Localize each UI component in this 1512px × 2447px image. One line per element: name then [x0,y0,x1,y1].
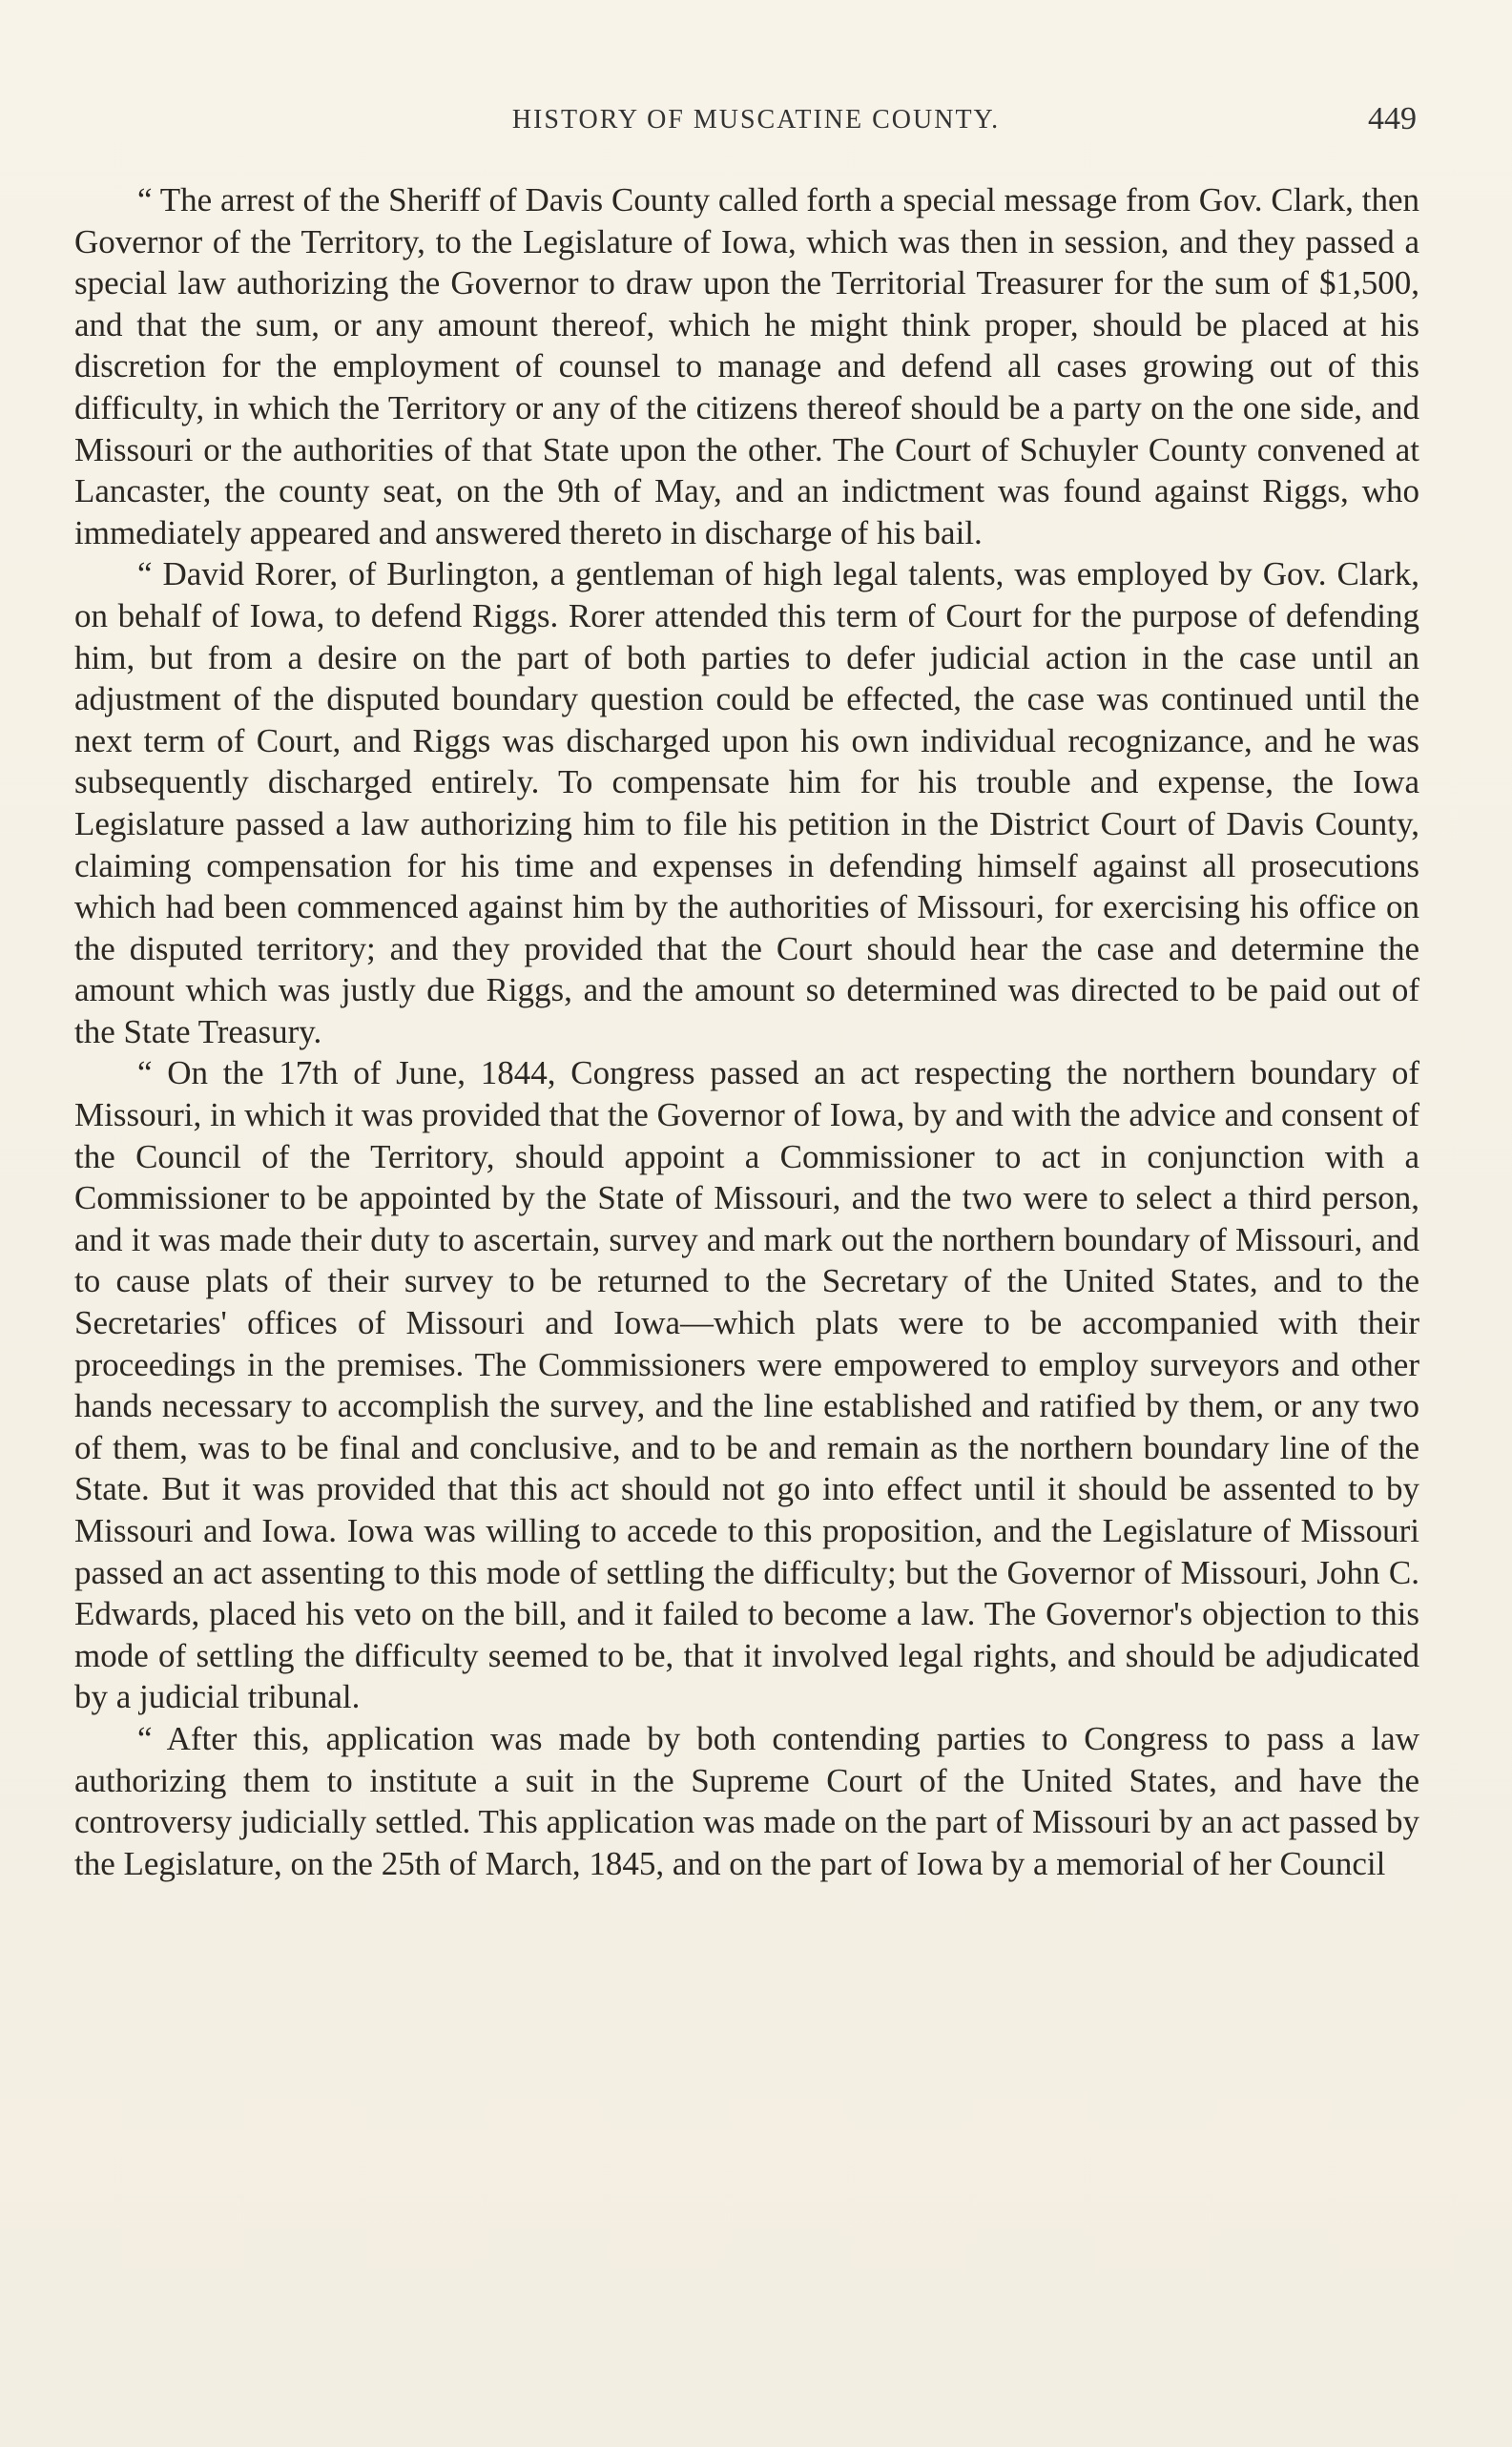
paragraph-sheriff-arrest: “ The arrest of the Sheriff of Davis County called forth a special message from Gov. Clark, then Governor of the Territory, to the Legislature of Iowa, which was then in session, and they passed a special law authorizing the Governor to draw upon the Territorial Treasurer for the sum of $1,500, and that the sum, or any amount thereof, which he might think proper, should be placed at his discretion for the employment of counsel to manage and defend all cases growing out of this difficulty, in which the Territory or any of the citizens thereof should be a party on the one side, and Missouri or the authorities of that State upon the other. The Court of Schuyler County convened at Lancaster, the county seat, on the 9th of May, and an indictment was found against Riggs, who immediately appeared and answered thereto in discharge of his bail. [74,181,1419,551]
page-number: 449 [1368,101,1417,136]
paragraph-congress-act-1844: “ On the 17th of June, 1844, Congress passed an act respecting the northern boundary of Missouri, in which it was provided that the Governor of Iowa, by and with the advice and consent of the Council of the Territory, should appoint a Commissioner to act in conjunction with a Commissioner to be appointed by the State of Missouri, and the two were to select a third person, and it was made their duty to ascertain, survey and mark out the northern boundary of Missouri, and to cause plats of their survey to be returned to the Secretary of the United States, and to the Secretaries' offices of Missouri and Iowa—which plats were to be accompanied with their proceedings in the premises. The Commissioners were empowered to employ surveyors and other hands necessary to accomplish the survey, and the line established and ratified by them, or any two of them, was to be final and conclusive, and to be and remain as the northern boundary line of the State. But it was provided that this act should not go into effect until it should be assented to by Missouri and Iowa. Iowa was willing to accede to this proposition, and the Legislature of Missouri passed an act assenting to this mode of settling the difficulty; but the Governor of Missouri, John C. Edwards, placed his veto on the bill, and it failed to become a law. The Governor's objection to this mode of settling the difficulty seemed to be, that it involved legal rights, and should be adjudicated by a judicial tribunal. [74,1054,1419,1716]
running-title: HISTORY OF MUSCATINE COUNTY. [511,105,1001,135]
paragraph-supreme-court-application: “ After this, application was made by both contending parties to Congress to pass a law authorizing them to institute a suit in the Supreme Court of the United States, and have the controversy judicially settled. This application was made on the part of Missouri by an act passed by the Legislature, on the 25th of March, 1845, and on the part of Iowa by a memorial of her Council [74,1719,1419,1882]
paragraph-david-rorer: “ David Rorer, of Burlington, a gentleman of high legal talents, was employed by Gov. Clark, on behalf of Iowa, to defend Riggs. Rorer attended this term of Court for the purpose of defending him, but from a desire on the part of both parties to defer judicial action in the case until an adjustment of the disputed boundary question could be effected, the case was continued until the next term of Court, and Riggs was discharged upon his own individual recognizance, and he was subsequently discharged entirely. To compensate him for his trouble and expense, the Iowa Legislature passed a law authorizing him to file his petition in the District Court of Davis County, claiming compensation for his time and expenses in defending himself against all prosecutions which had been commenced against him by the authorities of Missouri, for exercising his office on the disputed territory; and they provided that the Court should hear the case and determine the amount which was justly due Riggs, and the amount so determined was directed to be paid out of the State Treasury. [74,555,1419,1050]
body-text [74,179,1419,1884]
running-head [0,101,1512,143]
